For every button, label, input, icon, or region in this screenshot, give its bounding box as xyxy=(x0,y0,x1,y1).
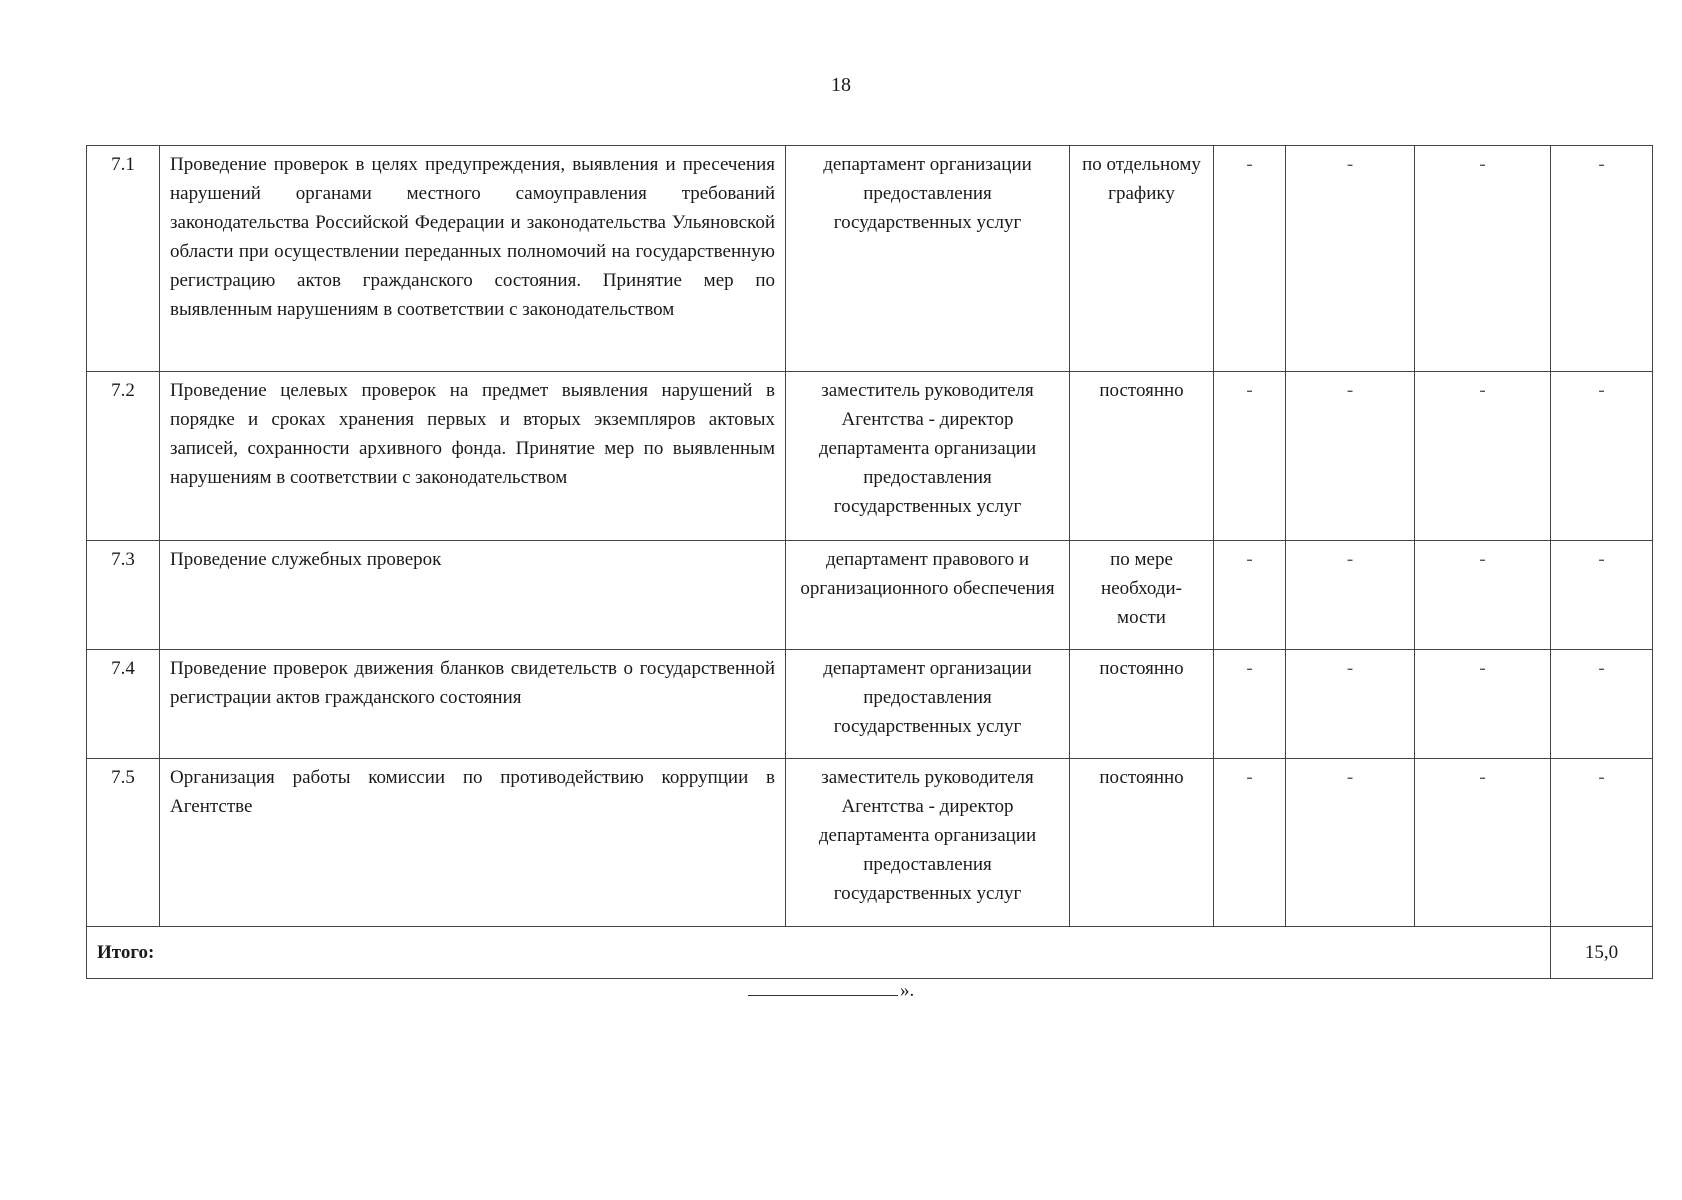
measure-name: Проведение проверок движения бланков свидетельств о государственной регистрации актов гражданского состояния xyxy=(160,650,786,759)
measure-name: Проведение служебных проверок xyxy=(160,541,786,650)
measures-table xyxy=(86,145,1653,979)
funding-cell: - xyxy=(1286,759,1415,927)
funding-cell: - xyxy=(1551,541,1653,650)
row-number: 7.4 xyxy=(87,650,160,759)
row-number: 7.5 xyxy=(87,759,160,927)
funding-cell: - xyxy=(1415,650,1551,759)
deadline: постоянно xyxy=(1070,759,1214,927)
funding-cell: - xyxy=(1286,650,1415,759)
funding-cell: - xyxy=(1214,650,1286,759)
deadline: постоянно xyxy=(1070,650,1214,759)
measure-name: Организация работы комиссии по противодействию коррупции в Агентстве xyxy=(160,759,786,927)
table-row xyxy=(87,759,1653,927)
closing-underline xyxy=(748,979,898,996)
measure-name: Проведение проверок в целях предупреждения, выявления и пресечения нарушений органами местного самоуправления требований законодательства Российской Федерации и законодательства Ульяновской области при осуществлении переданных полномочий на государственную регистрацию актов гражданского состояния. Принятие мер по выявленным нарушениям в соответствии с законодательством xyxy=(160,146,786,372)
responsible-unit: заместитель руководителя Агентства - директор департамента организации предоставления государственных услуг xyxy=(786,759,1070,927)
funding-cell: - xyxy=(1415,146,1551,372)
funding-cell: - xyxy=(1286,372,1415,541)
measure-name: Проведение целевых проверок на предмет выявления нарушений в порядке и сроках хранения первых и вторых экземпляров актовых записей, сохранности архивного фонда. Принятие мер по выявленным нарушениям в соответствии с законодательством xyxy=(160,372,786,541)
row-number: 7.1 xyxy=(87,146,160,372)
deadline: по мере необходи-мости xyxy=(1070,541,1214,650)
deadline: по отдельному графику xyxy=(1070,146,1214,372)
table-row xyxy=(87,541,1653,650)
responsible-unit: департамент организации предоставления государственных услуг xyxy=(786,146,1070,372)
row-number: 7.3 xyxy=(87,541,160,650)
funding-cell: - xyxy=(1415,372,1551,541)
responsible-unit: заместитель руководителя Агентства - директор департамента организации предоставления государственных услуг xyxy=(786,372,1070,541)
funding-cell: - xyxy=(1415,759,1551,927)
funding-cell: - xyxy=(1286,541,1415,650)
responsible-unit: департамент организации предоставления государственных услуг xyxy=(786,650,1070,759)
closing-quote: ». xyxy=(900,980,915,1001)
funding-cell: - xyxy=(1286,146,1415,372)
funding-cell: - xyxy=(1551,650,1653,759)
funding-cell: - xyxy=(1551,759,1653,927)
total-row xyxy=(87,927,1653,979)
deadline: постоянно xyxy=(1070,372,1214,541)
table-row xyxy=(87,146,1653,372)
row-number: 7.2 xyxy=(87,372,160,541)
table-row xyxy=(87,650,1653,759)
table-row xyxy=(87,372,1653,541)
responsible-unit: департамент правового и организационного обеспечения xyxy=(786,541,1070,650)
funding-cell: - xyxy=(1415,541,1551,650)
funding-cell: - xyxy=(1214,146,1286,372)
funding-cell: - xyxy=(1214,541,1286,650)
total-value: 15,0 xyxy=(1551,927,1653,979)
closing-mark xyxy=(748,979,914,1002)
funding-cell: - xyxy=(1551,146,1653,372)
funding-cell: - xyxy=(1214,759,1286,927)
funding-cell: - xyxy=(1214,372,1286,541)
page-number: 18 xyxy=(831,74,851,96)
total-label: Итого: xyxy=(87,927,1551,979)
funding-cell: - xyxy=(1551,372,1653,541)
